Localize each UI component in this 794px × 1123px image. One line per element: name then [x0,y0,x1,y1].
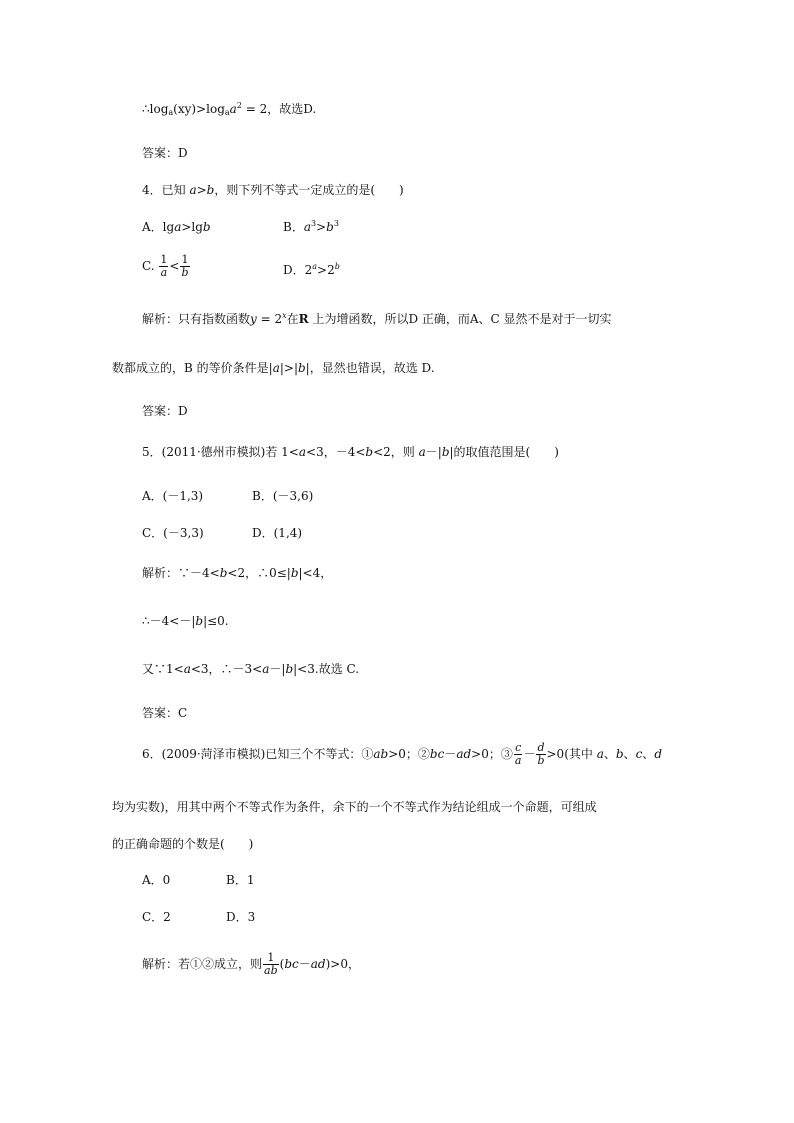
text: 解析：若①②成立，则 [142,957,263,971]
text: (xy)>log [173,102,225,116]
q4-explanation-line1 [142,311,612,327]
text: B．(－3,6) [252,489,314,503]
variable: bc [429,747,445,761]
text: 的正确命题的个数是( ) [112,837,254,851]
text: C．(－3,3) [142,526,204,540]
text: 均为实数)，用其中两个不等式作为条件，余下的一个不等式作为结论组成一个命题，可组成 [112,800,597,814]
text: <3，－4< [306,445,366,459]
variable: d [654,747,662,761]
text: = 2 [256,312,283,326]
text: = 2，故选D. [241,102,317,116]
text: D．3 [226,910,256,924]
q6-option-b [226,872,254,888]
q6-option-d [226,909,255,925]
text: |<4， [298,566,333,580]
q5-option-b [252,488,313,504]
text: < [169,259,180,273]
condition: a>b [189,183,215,197]
text: 又∵1< [142,662,184,676]
answer-label: 答案： [142,404,179,418]
text: － [298,957,311,971]
superscript: 2 [236,101,242,110]
denominator: ab [264,964,278,977]
set-symbol: R [298,312,309,326]
text: ∴log [142,102,169,116]
numerator: c [515,741,522,754]
variable: ab [373,747,389,761]
fraction [514,742,523,767]
text: >0；③ [471,747,513,761]
denominator: b [181,266,189,279]
text: A．(－1,3) [142,489,204,503]
variable: y [250,312,257,326]
variable: a [303,220,311,234]
text: D．(1,4) [252,526,303,540]
variable: b [297,361,306,375]
solution-conclusion-line [142,101,316,117]
q4-option-a [142,219,211,235]
text: A．0 [142,873,171,887]
text: 4．已知 [142,183,190,197]
variable: a [418,445,426,459]
text: <2，∴0≤| [227,566,291,580]
fraction [536,742,545,767]
text: ，则下列不等式一定成立的是( ) [214,183,404,197]
fraction [159,254,168,279]
answer-q5 [142,705,187,721]
answer-q4 [142,403,188,419]
subscript: a [224,108,230,117]
answer-label: 答案： [142,706,179,720]
answer-value: D [178,404,188,418]
q4-stem [142,182,404,198]
text: 、 [603,747,616,761]
text: － [523,747,536,761]
text: <3，∴－3< [190,662,263,676]
text: 5．(2011·德州市模拟)若 1< [142,445,299,459]
variable: a [596,747,604,761]
subscript: a [168,108,174,117]
variable: ad [456,747,472,761]
q6-explanation-line1 [142,952,360,977]
text: 数都成立的，B 的等价条件是| [112,361,273,375]
q6-option-c [142,909,171,925]
text: |≤0. [203,614,229,628]
text: ( [279,957,285,971]
q5-explanation-line3 [142,661,359,677]
text: B． [283,220,304,234]
text: <2，则 [373,445,419,459]
numerator: 1 [181,253,189,266]
text: －| [425,445,442,459]
text: 、 [642,747,655,761]
text: 上为增函数，所以D 正确，而A、C 显然不是对于一切实 [308,312,612,326]
text: )>0， [325,957,360,971]
variable: b [219,566,228,580]
text: 、 [623,747,636,761]
superscript: b [334,262,340,271]
text: >0(其中 [546,747,597,761]
text: |<3.故选 C. [293,662,360,676]
text: C．2 [142,910,171,924]
variable: b [365,445,374,459]
superscript: 3 [310,219,317,228]
answer-label: 答案： [142,146,179,160]
text: >0；② [388,747,430,761]
text: ∴－4<－| [142,614,196,628]
text: |>| [279,361,298,375]
q4-explanation-line2 [112,360,435,376]
text: >lg [181,220,203,234]
denominator: a [160,266,168,279]
q4-option-d [283,262,340,278]
variable: c [635,747,643,761]
variable: a [262,662,270,676]
q4-option-b [283,219,339,235]
text: 在 [286,312,299,326]
variable: a [272,361,280,375]
answer-q3 [142,145,188,161]
denominator: a [514,754,522,767]
q5-explanation-line2 [142,613,229,629]
text: －| [269,662,286,676]
q4-option-c [142,254,191,279]
text: A．lg [142,220,175,234]
text: >2 [317,263,335,277]
text: 6．(2009·菏泽市模拟)已知三个不等式：① [142,747,374,761]
variable: bc [284,957,299,971]
variable: b [195,614,204,628]
q5-stem [142,444,559,460]
q6-stem-line3 [112,836,253,852]
text: C. [142,259,155,273]
q6-stem-line2 [112,799,597,815]
variable: b [290,566,299,580]
q5-option-d [252,525,302,541]
q6-option-a [142,872,170,888]
answer-value: C [178,706,188,720]
numerator: 1 [160,253,168,266]
variable: a [183,662,191,676]
numerator: d [537,741,545,754]
superscript: x [282,311,287,320]
text: |的取值范围是( ) [449,445,559,459]
numerator: 1 [263,952,279,965]
variable: ad [310,957,326,971]
variable: b [202,220,211,234]
q6-stem-line1 [142,742,662,767]
q5-option-c [142,525,204,541]
variable: b [441,445,450,459]
variable: a [229,102,237,116]
text: － [444,747,457,761]
fraction [180,254,189,279]
q5-option-a [142,488,203,504]
text: D．2 [283,263,313,277]
text: 解析：∵－4< [142,566,220,580]
variable: b [326,220,334,234]
variable: a [174,220,182,234]
superscript: 3 [333,219,339,228]
q5-explanation-line1 [142,565,332,581]
text: > [316,220,327,234]
answer-value: D [178,146,188,160]
variable: a [298,445,307,459]
variable: b [285,662,294,676]
fraction [263,952,279,977]
superscript: a [312,262,318,271]
text: B．1 [226,873,255,887]
denominator: b [537,754,545,767]
text: 解析：只有指数函数 [142,312,251,326]
text: |，显然也错误，故选 D. [305,361,435,375]
variable: b [615,747,624,761]
